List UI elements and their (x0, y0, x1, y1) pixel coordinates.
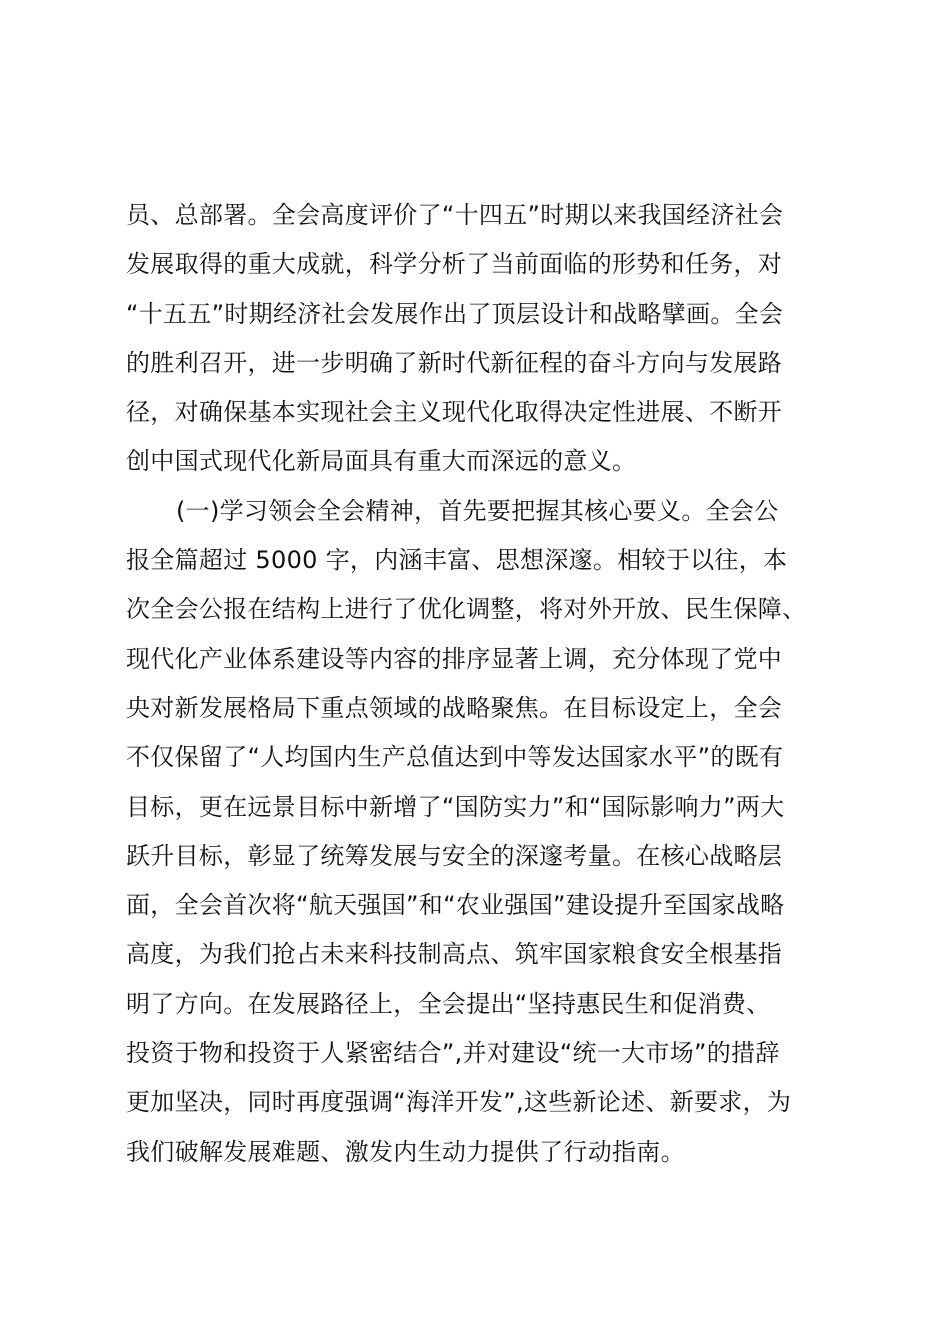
text-line: 目标，更在远景目标中新增了“国防实力”和“国际影响力”两大 (126, 792, 785, 821)
text-line: 发展取得的重大成就，科学分析了当前面临的形势和任务，对 (126, 250, 783, 279)
text-line: 的胜利召开，进一步明确了新时代新征程的奋斗方向与发展路 (126, 348, 783, 377)
text-line: 明了方向。在发展路径上，全会提出“坚持惠民生和促消费、 (126, 989, 771, 1018)
text-line: 更加坚决，同时再度强调“海洋开发”,这些新论述、新要求，为 (126, 1088, 792, 1117)
text-line: 次全会公报在结构上进行了优化调整，将对外开放、民生保障、 (126, 595, 807, 624)
paragraph-1 (126, 191, 826, 487)
text-line: 报全篇超过 5000 字，内涵丰富、思想深邃。相较于以往，本 (126, 546, 788, 575)
text-line: “十五五”时期经济社会发展作出了顶层设计和战略擘画。全会 (126, 299, 784, 328)
text-line: 径，对确保基本实现社会主义现代化取得决定性进展、不断开 (126, 398, 783, 427)
text-line: 员、总部署。全会高度评价了“十四五”时期以来我国经济社会 (126, 201, 784, 229)
body-text (126, 191, 826, 1177)
paragraph-2 (126, 487, 826, 1177)
text-line: 创中国式现代化新局面具有重大而深远的意义。 (126, 447, 637, 476)
text-line: 央对新发展格局下重点领域的战略聚焦。在目标设定上，全会 (126, 693, 783, 722)
text-line: 现代化产业体系建设等内容的排序显著上调，充分体现了党中 (126, 644, 783, 673)
text-line: 面，全会首次将“航天强国”和“农业强国”建设提升至国家战略 (126, 891, 785, 920)
text-line: 我们破解发展难题、激发内生动力提供了行动指南。 (126, 1137, 685, 1166)
text-line: 不仅保留了“人均国内生产总值达到中等发达国家水平”的既有 (126, 743, 784, 772)
text-line: 投资于物和投资于人紧密结合”,并对建设“统一大市场”的措辞 (126, 1039, 780, 1068)
text-line: 高度，为我们抢占未来科技制高点、筑牢国家粮食安全根基指 (126, 940, 783, 969)
text-line: 跃升目标，彰显了统筹发展与安全的深邃考量。在核心战略层 (126, 841, 783, 870)
text-line: (一)学习领会全会精神，首先要把握其核心要义。全会公 (176, 496, 779, 525)
